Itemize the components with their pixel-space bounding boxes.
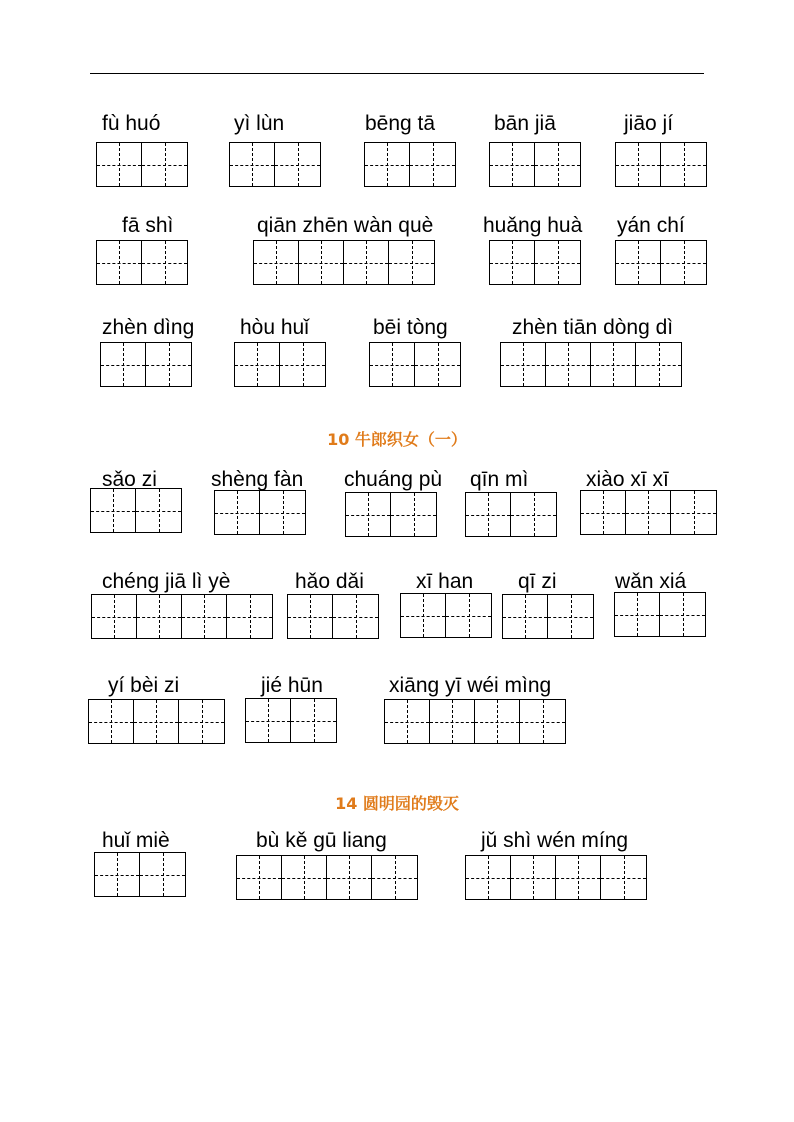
- tian-zi-cell[interactable]: [581, 491, 626, 534]
- pinyin-label: yí bèi zi: [108, 674, 180, 697]
- tian-zi-cell[interactable]: [333, 595, 378, 638]
- tian-zi-cell[interactable]: [91, 489, 136, 532]
- pinyin-label: bān jiā: [494, 112, 556, 135]
- pinyin-label: chuáng pù: [344, 468, 443, 491]
- tian-zi-cell[interactable]: [546, 343, 591, 386]
- writing-grid[interactable]: [345, 492, 437, 537]
- pinyin-label: zhèn tiān dòng dì: [512, 316, 674, 339]
- tian-zi-cell[interactable]: [344, 241, 389, 284]
- tian-zi-cell[interactable]: [385, 700, 430, 743]
- writing-grid[interactable]: [214, 490, 306, 535]
- tian-zi-cell[interactable]: [137, 595, 182, 638]
- tian-zi-cell[interactable]: [389, 241, 434, 284]
- writing-grid[interactable]: [465, 855, 647, 900]
- tian-zi-cell[interactable]: [92, 595, 137, 638]
- writing-grid[interactable]: [96, 240, 188, 285]
- tian-zi-cell[interactable]: [370, 343, 415, 386]
- pinyin-label: qiān zhēn wàn què: [257, 214, 434, 237]
- tian-zi-cell[interactable]: [142, 143, 187, 186]
- tian-zi-cell[interactable]: [601, 856, 646, 899]
- writing-grid[interactable]: [253, 240, 435, 285]
- writing-grid[interactable]: [465, 492, 557, 537]
- tian-zi-cell[interactable]: [615, 593, 660, 636]
- tian-zi-cell[interactable]: [475, 700, 520, 743]
- tian-zi-cell[interactable]: [501, 343, 546, 386]
- tian-zi-cell[interactable]: [660, 593, 705, 636]
- tian-zi-cell[interactable]: [490, 143, 535, 186]
- tian-zi-cell[interactable]: [661, 143, 706, 186]
- pinyin-label: jiāo jí: [624, 112, 674, 135]
- writing-grid[interactable]: [100, 342, 192, 387]
- tian-zi-cell[interactable]: [671, 491, 716, 534]
- tian-zi-cell[interactable]: [182, 595, 227, 638]
- tian-zi-cell[interactable]: [466, 856, 511, 899]
- writing-grid[interactable]: [614, 592, 706, 637]
- pinyin-label: xī han: [416, 570, 474, 593]
- writing-grid[interactable]: [489, 240, 581, 285]
- pinyin-label: bù kě gū liang: [256, 829, 387, 852]
- writing-grid[interactable]: [88, 699, 225, 744]
- tian-zi-cell[interactable]: [282, 856, 327, 899]
- tian-zi-cell[interactable]: [235, 343, 280, 386]
- pinyin-label: hòu huǐ: [240, 316, 309, 339]
- writing-grid[interactable]: [502, 594, 594, 639]
- writing-grid[interactable]: [364, 142, 456, 187]
- pinyin-label: huǐ miè: [102, 829, 170, 852]
- tian-zi-cell[interactable]: [215, 491, 260, 534]
- pinyin-label: shèng fàn: [211, 468, 304, 491]
- pinyin-label: jié hūn: [261, 674, 323, 697]
- tian-zi-cell[interactable]: [280, 343, 325, 386]
- tian-zi-cell[interactable]: [291, 699, 336, 742]
- tian-zi-cell[interactable]: [101, 343, 146, 386]
- tian-zi-cell[interactable]: [299, 241, 344, 284]
- writing-grid[interactable]: [245, 698, 337, 743]
- writing-grid[interactable]: [287, 594, 379, 639]
- writing-grid[interactable]: [236, 855, 418, 900]
- tian-zi-cell[interactable]: [466, 493, 511, 536]
- tian-zi-cell[interactable]: [535, 143, 580, 186]
- tian-zi-cell[interactable]: [97, 241, 142, 284]
- pinyin-label: huǎng huà: [483, 214, 583, 237]
- tian-zi-cell[interactable]: [246, 699, 291, 742]
- pinyin-label: xiāng yī wéi mìng: [389, 674, 552, 697]
- pinyin-label: wǎn xiá: [615, 570, 687, 593]
- tian-zi-cell[interactable]: [237, 856, 282, 899]
- tian-zi-cell[interactable]: [95, 853, 140, 896]
- pinyin-label: bēng tā: [365, 112, 436, 135]
- tian-zi-cell[interactable]: [230, 143, 275, 186]
- tian-zi-cell[interactable]: [275, 143, 320, 186]
- tian-zi-cell[interactable]: [327, 856, 372, 899]
- tian-zi-cell[interactable]: [288, 595, 333, 638]
- tian-zi-cell[interactable]: [142, 241, 187, 284]
- tian-zi-cell[interactable]: [260, 491, 305, 534]
- tian-zi-cell[interactable]: [616, 241, 661, 284]
- pinyin-label: xiào xī xī: [586, 468, 669, 491]
- tian-zi-cell[interactable]: [415, 343, 460, 386]
- tian-zi-cell[interactable]: [446, 594, 491, 637]
- tian-zi-cell[interactable]: [134, 700, 179, 743]
- tian-zi-cell[interactable]: [372, 856, 417, 899]
- pinyin-label: hǎo dǎi: [295, 570, 364, 593]
- tian-zi-cell[interactable]: [535, 241, 580, 284]
- tian-zi-cell[interactable]: [254, 241, 299, 284]
- lesson-heading: 10 牛郎织女（一）: [327, 430, 467, 449]
- pinyin-label: sǎo zi: [102, 468, 157, 491]
- pinyin-label: fù huó: [102, 112, 161, 135]
- tian-zi-cell[interactable]: [136, 489, 181, 532]
- header-rule: [90, 73, 704, 74]
- tian-zi-cell[interactable]: [503, 595, 548, 638]
- tian-zi-cell[interactable]: [410, 143, 455, 186]
- tian-zi-cell[interactable]: [97, 143, 142, 186]
- tian-zi-cell[interactable]: [490, 241, 535, 284]
- writing-grid[interactable]: [94, 852, 186, 897]
- pinyin-label: qī zi: [518, 570, 557, 593]
- pinyin-label: yán chí: [617, 214, 685, 237]
- tian-zi-cell[interactable]: [430, 700, 475, 743]
- writing-grid[interactable]: [580, 490, 717, 535]
- tian-zi-cell[interactable]: [227, 595, 272, 638]
- writing-grid[interactable]: [615, 240, 707, 285]
- tian-zi-cell[interactable]: [591, 343, 636, 386]
- tian-zi-cell[interactable]: [179, 700, 224, 743]
- tian-zi-cell[interactable]: [511, 856, 556, 899]
- writing-grid[interactable]: [90, 488, 182, 533]
- tian-zi-cell[interactable]: [520, 700, 565, 743]
- tian-zi-cell[interactable]: [365, 143, 410, 186]
- writing-grid[interactable]: [234, 342, 326, 387]
- tian-zi-cell[interactable]: [548, 595, 593, 638]
- writing-grid[interactable]: [369, 342, 461, 387]
- pinyin-label: yì lùn: [234, 112, 285, 135]
- tian-zi-cell[interactable]: [616, 143, 661, 186]
- pinyin-label: bēi tòng: [373, 316, 448, 339]
- tian-zi-cell[interactable]: [626, 491, 671, 534]
- tian-zi-cell[interactable]: [89, 700, 134, 743]
- pinyin-label: chéng jiā lì yè: [102, 570, 231, 593]
- writing-grid[interactable]: [229, 142, 321, 187]
- writing-grid[interactable]: [384, 699, 566, 744]
- pinyin-label: qīn mì: [470, 468, 529, 491]
- tian-zi-cell[interactable]: [140, 853, 185, 896]
- writing-grid[interactable]: [500, 342, 682, 387]
- writing-grid[interactable]: [400, 593, 492, 638]
- tian-zi-cell[interactable]: [401, 594, 446, 637]
- tian-zi-cell[interactable]: [636, 343, 681, 386]
- tian-zi-cell[interactable]: [556, 856, 601, 899]
- tian-zi-cell[interactable]: [511, 493, 556, 536]
- tian-zi-cell[interactable]: [346, 493, 391, 536]
- tian-zi-cell[interactable]: [146, 343, 191, 386]
- writing-grid[interactable]: [615, 142, 707, 187]
- pinyin-label: fā shì: [122, 214, 174, 237]
- writing-grid[interactable]: [91, 594, 273, 639]
- pinyin-label: zhèn dìng: [102, 316, 195, 339]
- pinyin-label: jǔ shì wén míng: [481, 829, 629, 852]
- tian-zi-cell[interactable]: [661, 241, 706, 284]
- writing-grid[interactable]: [489, 142, 581, 187]
- writing-grid[interactable]: [96, 142, 188, 187]
- tian-zi-cell[interactable]: [391, 493, 436, 536]
- lesson-heading: 14 圆明园的毁灭: [335, 794, 459, 813]
